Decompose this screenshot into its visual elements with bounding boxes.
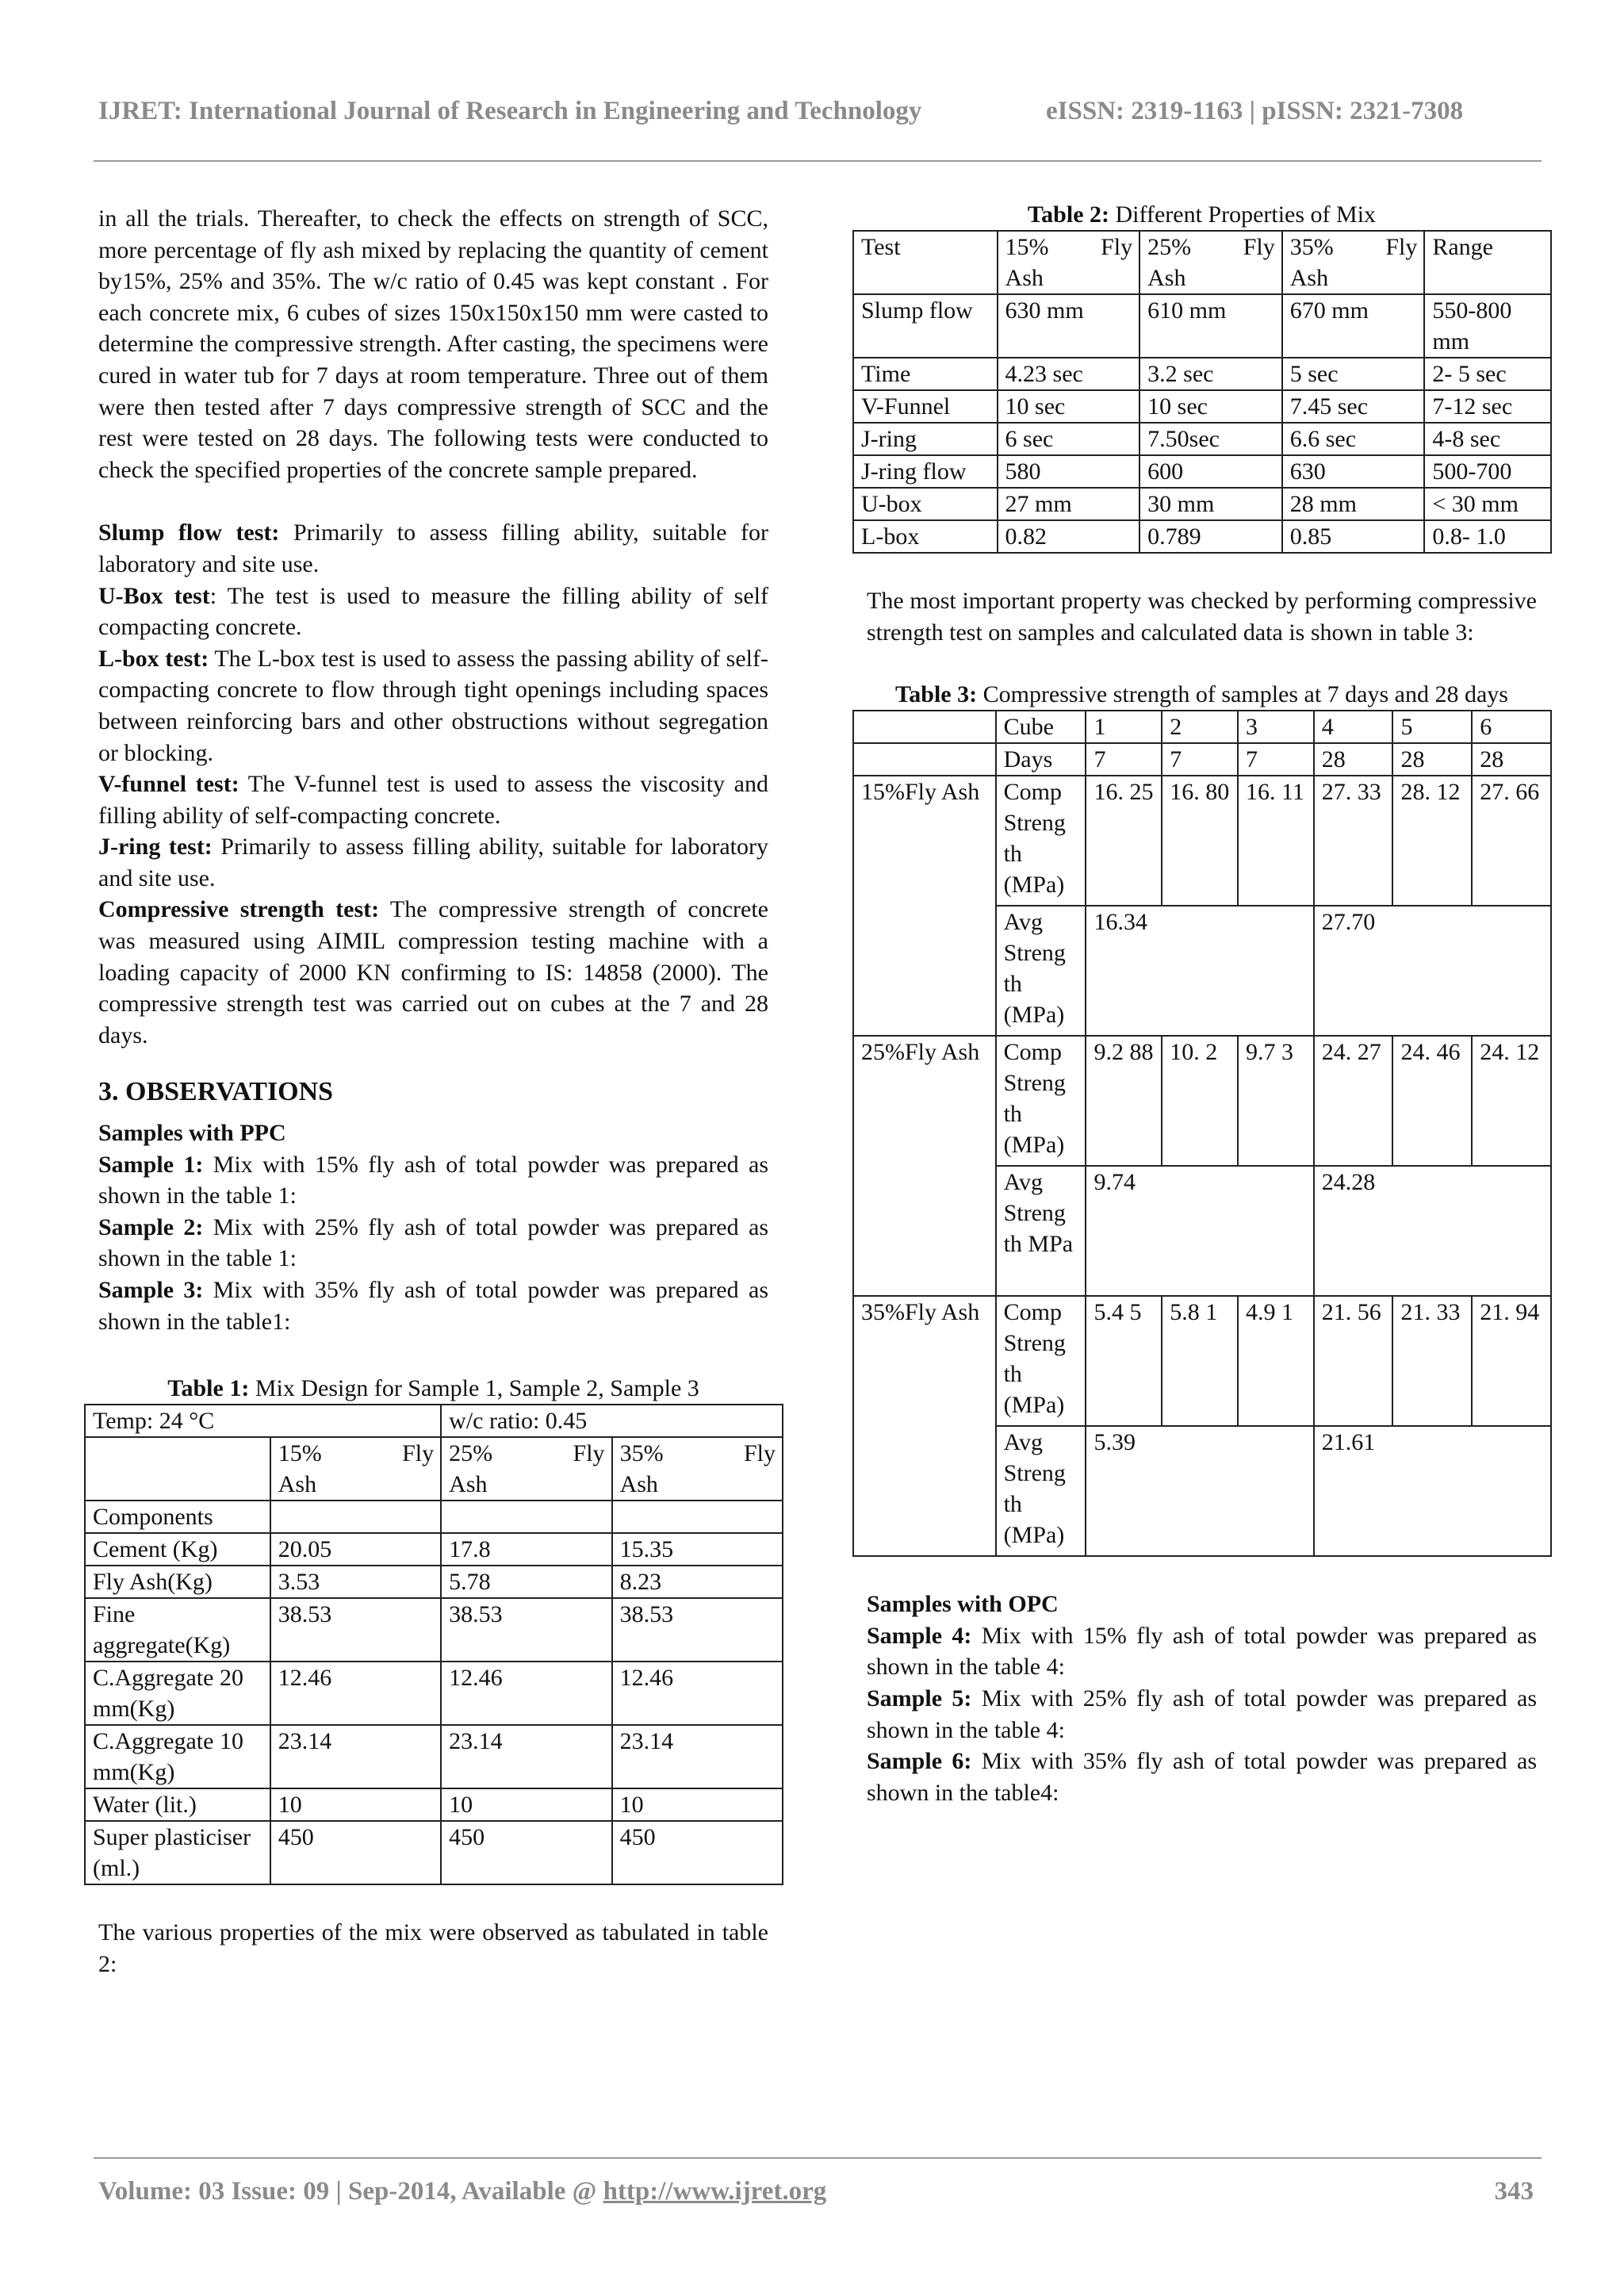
table3-intro: The most important property was checked by performing compressive strength test on samples and calculated data is shown in table 3: [867,588,1537,646]
table-row: J-ring flow 580 600 630 500-700 [853,455,1551,488]
footer-rule [94,2157,1542,2159]
subheading: Samples with OPC [867,1591,1059,1618]
table-row: Temp: 24 °C w/c ratio: 0.45 [85,1405,783,1437]
table-row: J-ring 6 sec 7.50sec 6.6 sec 4-8 sec [853,423,1551,455]
table3-caption: Table 3: Compressive strength of samples at 7 days and 28 days [895,681,1508,708]
issn-info: eISSN: 2319-1163 | pISSN: 2321-7308 [1046,97,1464,125]
closing-paragraph: The various properties of the mix were observed as tabulated in table 2: [98,1919,768,1977]
table-1-mix-design [84,1404,783,1885]
volume-info: Volume: 03 Issue: 09 | Sep-2014, Available @ [98,2177,603,2206]
table-row: 25%Fly Ash Comp Streng th (MPa) 9.2 88 10. 2 9.7 3 24. 27 24. 46 24. 12 [853,1036,1551,1166]
table-row: Avg Streng th MPa 9.74 24.28 [853,1166,1551,1296]
table-3-compressive-strength [852,710,1552,1557]
table-2-mix-properties [852,230,1552,554]
table-row: Avg Streng th (MPa) 16.34 27.70 [853,906,1551,1036]
table-row: Fly Ash(Kg) 3.53 5.78 8.23 [85,1566,783,1598]
page-number: 343 [1494,2177,1534,2206]
table-row: 15% Fly Ash 25% Fly Ash 35% Fly Ash [85,1437,783,1501]
left-column [93,203,776,1980]
sample-desc: Sample 6: Mix with 35% fly ash of total powder was prepared as shown in the table4: [867,1748,1537,1806]
table-row: Super plasticiser (ml.) 450 450 450 [85,1821,783,1884]
table-row: V-Funnel 10 sec 10 sec 7.45 sec 7-12 sec [853,390,1551,423]
journal-link[interactable]: http://www.ijret.org [603,2177,827,2206]
table-row: Cube 1 2 3 4 5 6 [853,711,1551,743]
test-def: Compressive strength test: The compressive strength of concrete was measured using AIMIL compression testing machine with a loading capacity of 2000 KN confirming to IS: 14858 (2000). The compressive strength test was carried out on cubes at the 7 and 28 days. [98,896,768,1048]
test-def: U-Box test: The test is used to measure the filling ability of self compacting concrete. [98,582,768,641]
sample-desc: Sample 5: Mix with 25% fly ash of total powder was prepared as shown in the table 4: [867,1685,1537,1743]
test-def: Slump flow test: Primarily to assess filling ability, suitable for laboratory and site use. [98,519,768,577]
intro-paragraph: in all the trials. Thereafter, to check the effects on strength of SCC, more percentage of fly ash mixed by replacing the quantity of cement by15%, 25% and 35%. The w/c ratio of 0.45 was kept constant . For each concrete mix, 6 cubes of sizes 150x150x150 mm were casted to determine the compressive strength. After casting, the specimens were cured in water tub for 7 days at room temperature. Three out of them were then tested after 7 days compressive strength of SCC and the rest were tested on 28 days. The following tests were conducted to check the specified properties of the concrete sample prepared. [98,205,768,483]
subheading: Samples with PPC [98,1120,286,1147]
running-header [98,97,1542,126]
table-row: L-box 0.82 0.789 0.85 0.8- 1.0 [853,520,1551,553]
right-column [861,200,1540,1808]
table2-caption: Table 2: Different Properties of Mix [1027,201,1377,228]
page-footer [98,2177,1534,2206]
sample-desc: Sample 3: Mix with 35% fly ash of total powder was prepared as shown in the table1: [98,1277,768,1335]
table-row: Slump flow 630 mm 610 mm 670 mm 550-800 mm [853,294,1551,358]
table-row: Fine aggregate(Kg) 38.53 38.53 38.53 [85,1598,783,1662]
table-row: Components [85,1501,783,1533]
table-row: Avg Streng th (MPa) 5.39 21.61 [853,1426,1551,1556]
table-row: C.Aggregate 10 mm(Kg) 23.14 23.14 23.14 [85,1725,783,1788]
table-row: Time 4.23 sec 3.2 sec 5 sec 2- 5 sec [853,358,1551,390]
table-row: U-box 27 mm 30 mm 28 mm < 30 mm [853,488,1551,520]
table-row: Days 7 7 7 28 28 28 [853,743,1551,776]
sample-desc: Sample 2: Mix with 25% fly ash of total powder was prepared as shown in the table 1: [98,1213,768,1272]
table-row: Water (lit.) 10 10 10 [85,1788,783,1821]
test-def: L-box test: The L-box test is used to assess the passing ability of self-compacting concrete to flow through tight openings including spaces between reinforcing bars and other obstructions without segregation or blocking. [98,645,768,766]
test-def: J-ring test: Primarily to assess filling ability, suitable for laboratory and site use. [98,834,768,891]
table-row: 35%Fly Ash Comp Streng th (MPa) 5.4 5 5.8 1 4.9 1 21. 56 21. 33 21. 94 [853,1296,1551,1426]
section-title: 3. OBSERVATIONS [98,1077,334,1107]
table-row: Test 15% Fly Ash 25% Fly Ash 35% Fly Ash Range [853,231,1551,294]
table-row: C.Aggregate 20 mm(Kg) 12.46 12.46 12.46 [85,1662,783,1725]
sample-desc: Sample 4: Mix with 15% fly ash of total powder was prepared as shown in the table 4: [867,1622,1537,1681]
table-row: 15%Fly Ash Comp Streng th (MPa) 16. 25 16. 80 16. 11 27. 33 28. 12 27. 66 [853,776,1551,906]
header-rule [94,160,1542,162]
sample-desc: Sample 1: Mix with 15% fly ash of total powder was prepared as shown in the table 1: [98,1151,768,1209]
table1-caption: Table 1: Mix Design for Sample 1, Sample 2, Sample 3 [167,1375,699,1402]
test-def: V-funnel test: The V-funnel test is used to assess the viscosity and filling ability of self-compacting concrete. [98,771,768,829]
test-definitions [98,517,768,1051]
journal-name: IJRET: International Journal of Research in Engineering and Technology [98,97,922,125]
table-row: Cement (Kg) 20.05 17.8 15.35 [85,1533,783,1566]
